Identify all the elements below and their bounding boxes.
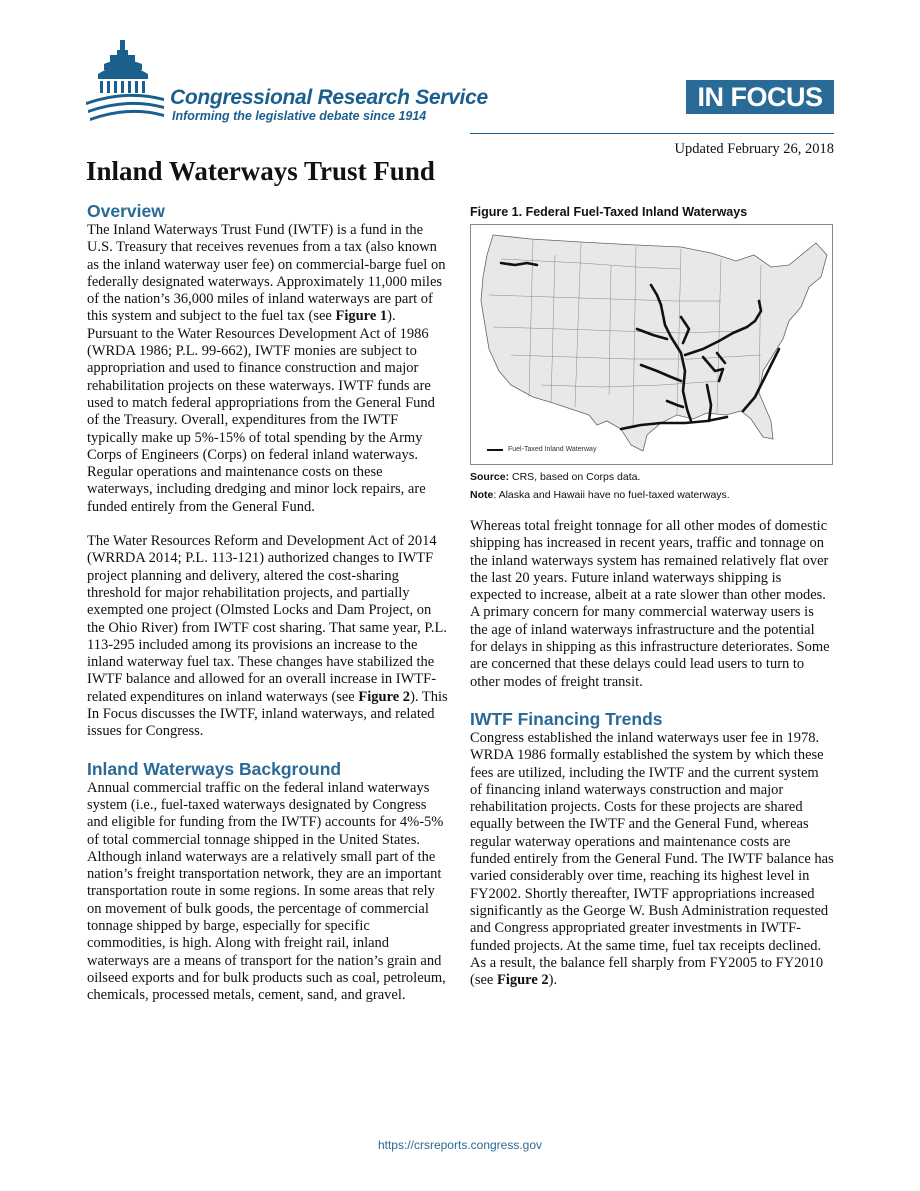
updated-date: Updated February 26, 2018 xyxy=(674,141,834,157)
footer-url[interactable]: https://crsreports.congress.gov xyxy=(377,1138,543,1152)
header-rule xyxy=(470,133,834,134)
overview-paragraph-1: The Inland Waterways Trust Fund (IWTF) is a fund in the U.S. Treasury that receives revenues from a tax (also known as the inland waterway user fee) on commercial-barge fuel on federally designated waterways. Approximately 11,000 miles of the nation’s 36,000 miles of inland waterways are part of this system and subject to the fuel tax (see Figure 1). Pursuant to the Water Resources Development Act of 1986 (WRDA 1986; P.L. 99-662), IWTF monies are subject to appropriation and used to finance construction and major rehabilitation projects on these waterways. IWTF funds are used to match federal appropriations from the General Fund of the Treasury. Overall, expenditures from the IWTF typically make up 5%-15% of total spending by the Army Corps of Engineers (Corps) on federal inland waterways. Regular operations and maintenance costs on these waterways, including dredging and minor lock repairs, are funded entirely from the General Fund. xyxy=(87,222,446,515)
figure-title: Figure 1. Federal Fuel-Taxed Inland Waterways xyxy=(470,205,748,219)
figure-2-reference: Figure 2 xyxy=(358,688,411,705)
legend-swatch xyxy=(487,449,503,451)
columbia-river xyxy=(501,263,537,265)
page-title: Inland Waterways Trust Fund xyxy=(86,156,435,186)
us-outline xyxy=(481,235,827,451)
overview-paragraph-2: The Water Resources Reform and Development Act of 2014 (WRRDA 2014; P.L. 113-121) authorized changes to IWTF project planning and delivery, altered the cost-sharing threshold for major rehabilitation projects, and partially exempted one project (Olmsted Locks and Dam Project, on the Ohio River) from IWTF cost sharing. That same year, P.L. 113-295 included among its provisions an increase to the inland waterway fuel tax. These changes have stabilized the IWTF balance and allowed for an overall increase in IWTF-related expenditures on inland waterways (see Figure 2). This In Focus discusses the IWTF, inland waterways, and related issues for Congress. xyxy=(87,533,448,740)
overview-heading: Overview xyxy=(87,201,165,221)
right-column xyxy=(470,518,834,1006)
figure-2-reference-right: Figure 2 xyxy=(496,972,549,989)
figure-source: Source: CRS, based on Corps data. xyxy=(470,471,641,483)
figure-note: Note: Alaska and Hawaii have no fuel-taxed waterways. xyxy=(470,489,730,501)
map-legend xyxy=(487,446,596,453)
left-column xyxy=(87,200,449,1021)
figure-1-reference: Figure 1 xyxy=(335,308,388,325)
us-map-graphic xyxy=(471,225,832,464)
background-heading: Inland Waterways Background xyxy=(87,758,342,779)
financing-paragraph: Congress established the inland waterways user fee in 1978. WRDA 1986 formally established the system by which these fees are utilized, including the IWTF and the current system of financing inland waterways construction and major rehabilitation projects. Costs for these projects are shared equally between the IWTF and the General Fund, whereas regular waterway operations and maintenance costs are funded entirely from the General Fund. The IWTF balance has varied considerably over time, reaching its highest level in FY2002. Shortly thereafter, IWTF appropriations increased significantly as the George W. Bush Administration requested and Congress appropriated greater investments in IWTF-funded projects. At the same time, fuel tax receipts declined. As a result, the balance fell sharply from FY2005 to FY2010 (see Figure 2). xyxy=(470,729,834,989)
org-name: Congressional Research Service xyxy=(170,86,488,109)
financing-heading: IWTF Financing Trends xyxy=(470,708,663,729)
capitol-dome-logo xyxy=(84,40,168,130)
background-paragraph: Annual commercial traffic on the federal inland waterways system (i.e., fuel-taxed waterways designated by Congress and eligible for funding from the IWTF) accounts for 4%-5% of total commercial tonnage shipped in the United States. Although inland waterways are a relatively small part of the nation’s freight transportation network, they are an important transportation route in some regions. In some areas that rely on movement of bulk goods, the percentage of commercial tonnage shipped by barge, especially for specific commodities, is high. Along with freight rail, inland waterways are a means of transport for the nation’s grain and oilseed exports and for bulk products such as coal, petroleum, chemicals, processed metals, cement, sand, and gravel. xyxy=(87,779,446,1004)
org-tagline: Informing the legislative debate since 1914 xyxy=(172,109,427,123)
legend-label: Fuel-Taxed Inland Waterway xyxy=(508,446,597,453)
waterways-map xyxy=(470,224,833,465)
series-badge: IN FOCUS xyxy=(686,80,834,114)
freight-paragraph: Whereas total freight tonnage for all other modes of domestic shipping has increased in recent years, traffic and tonnage on the inland waterways system has remained relatively flat over the last 20 years. Future inland waterways shipping is expected to increase, albeit at a rate slower than other modes. A primary concern for many commercial waterway users is the age of inland waterways infrastructure and the potential for delays in shipping as this infrastructure deteriorates. Some are concerned that these delays could lead users to turn to other modes of freight transit. xyxy=(470,518,830,690)
